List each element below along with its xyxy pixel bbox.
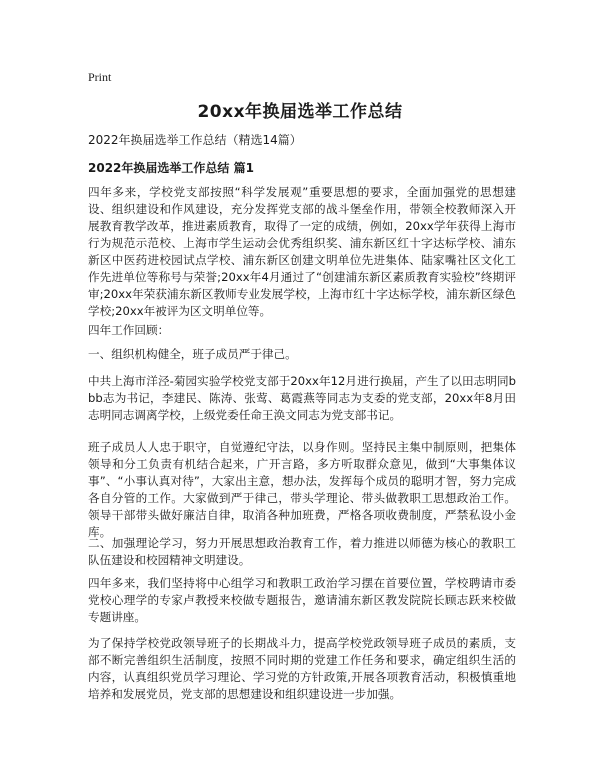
paragraph-study: 四年多来，我们坚持将中心组学习和教职工政治学习摆在首要位置，学校聘请市委党校心理学的专家卢教授来校做专题报告，邀请浦东新区教发院院长顾志跃来校做专题讲座。 xyxy=(88,576,516,624)
paragraph-organization-life: 为了保持学校党政领导班子的长期战斗力，提高学校党政领导班子成员的素质，支部不断完善组织生活制度，按照不同时期的党建工作任务和要求，确定组织生活的内容，认真组织党员学习理论、学习党的方针政策,开展各项教育活动，积极慎重地培养和发展党员，党支部的思想建设和组织建设进一步加强。 xyxy=(88,636,516,701)
document-title: 20xx年换届选举工作总结 xyxy=(197,102,403,122)
document-subtitle: 2022年换届选举工作总结（精选14篇） xyxy=(88,133,302,147)
section-heading: 2022年换届选举工作总结 篇1 xyxy=(88,161,254,175)
paragraph-point-one: 一、组织机构健全，班子成员严于律己。 xyxy=(88,347,297,361)
paragraph-review-heading: 四年工作回顾： xyxy=(88,323,170,337)
paragraph-team-members: 班子成员人人忠于职守，自觉遵纪守法，以身作则。坚持民主集中制原则，把集体领导和分工负责有机结合起来，广开言路，多方听取群众意见，做到“大事集体议事”、“小事认真对待”，大家出主意，想办法，发挥每个成员的聪明才智，努力完成各自分管的工作。大家做到严于律己，带头学理论、带头做教职工思想政治工作。领导干部带头做好廉洁自律，取消各种加班费，严格各项收费制度，严禁私设小金库。 xyxy=(88,440,516,539)
print-link[interactable]: Print xyxy=(88,70,112,84)
paragraph-intro: 四年多来，学校党支部按照“科学发展观”重要思想的要求，全面加强党的思想建设、组织建设和作风建设，充分发挥党支部的战斗堡垒作用，带领全校教师深入开展教育教学改革，推进素质教育，取得了一定的成绩，例如，20xx学年获得上海市行为规范示范校、上海市学生运动会优秀组织奖、浦东新区红十字达标学校、浦东新区中医药进校园试点学校、浦东新区创建文明单位先进集体、陆家嘴社区文化工作先进单位等称号与荣誉;20xx年4月通过了“创建浦东新区素质教育实验校”终期评审;20xx年荣获浦东新区教师专业发展学校，上海市红十字达标学校，浦东新区绿色学校;20xx年被评为区文明单位等。 xyxy=(88,185,516,318)
paragraph-election: 中共上海市洋泾-菊园实验学校党支部于20xx年12月进行换届，产生了以田志明同bbb志为书记，李建民、陈涛、张莺、葛霞燕等同志为支委的党支部，20xx年8月田志明同志调离学校，上级党委任命王涣文同志为党支部书记。 xyxy=(88,374,516,422)
paragraph-point-two: 二、加强理论学习，努力开展思想政治教育工作，着力推进以师德为核心的教职工队伍建设和校园精神文明建设。 xyxy=(88,536,516,567)
